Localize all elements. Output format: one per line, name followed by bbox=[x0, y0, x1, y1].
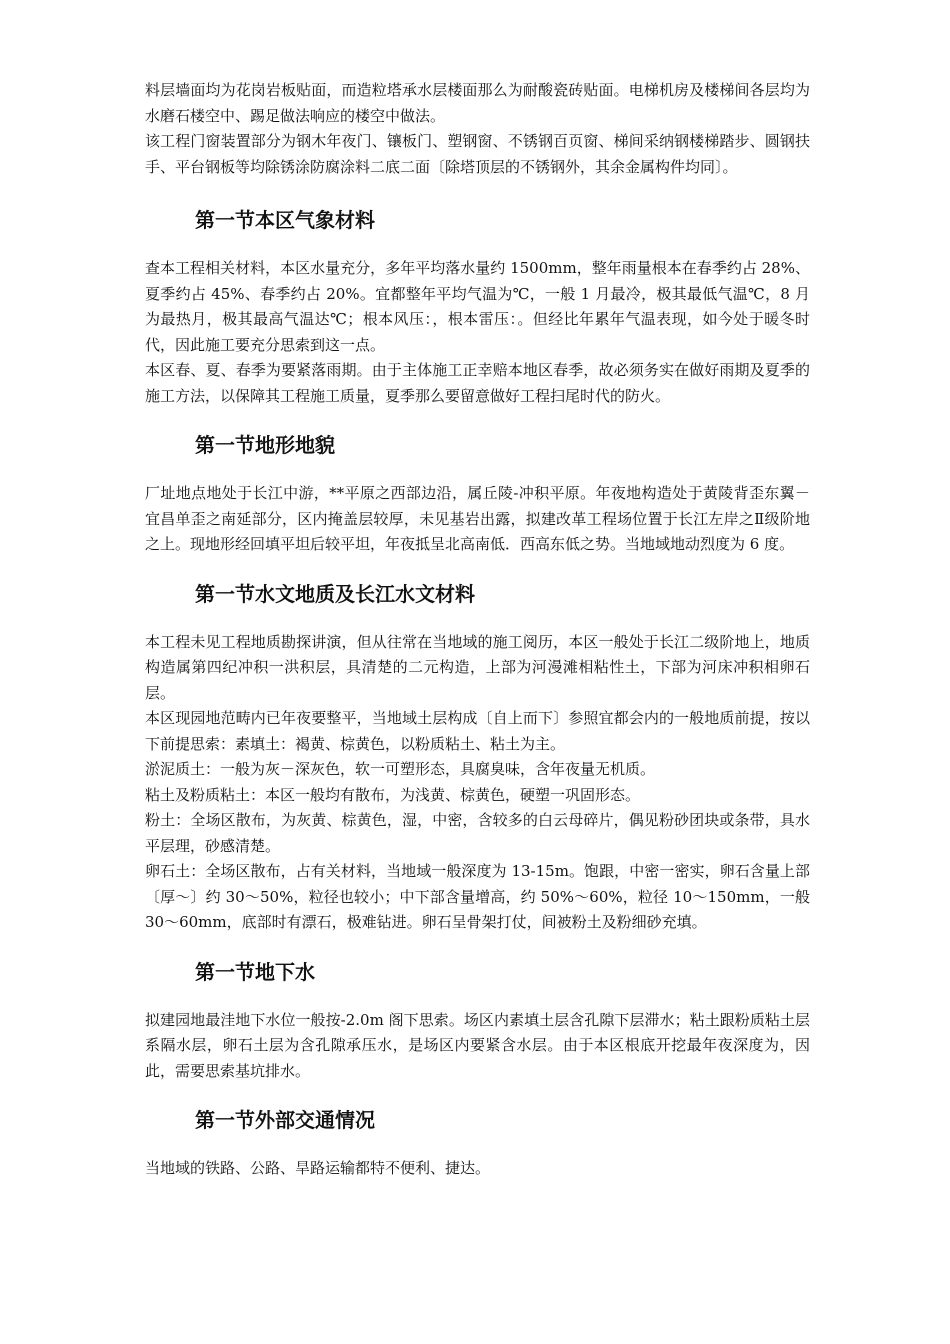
section-title-climate: 第一节本区气象材料 bbox=[195, 208, 375, 232]
section-title-groundwater: 第一节地下水 bbox=[195, 959, 315, 984]
intro-paragraph-1: 料层墙面均为花岗岩板贴面，而造粒塔承水层楼面那么为耐酸瓷砖贴面。电梯机房及楼梯间各层均为水磨石楼空中、踢足做法响应的楼空中做法。 bbox=[145, 81, 810, 125]
hydrogeology-paragraph-2: 本区现园地范畴内已年夜要整平，当地域土层构成〔自上而下〕参照宜都会内的一般地质前提，按以下前提思索：素填土：褐黄、棕黄色，以粉质粘土、粘土为主。 bbox=[145, 709, 810, 753]
section-title-terrain: 第一节地形地貌 bbox=[195, 433, 335, 457]
transport-paragraph-1: 当地域的铁路、公路、旱路运输都特不便利、捷达。 bbox=[145, 1159, 491, 1177]
section-title-transport: 第一节外部交通情况 bbox=[195, 1108, 375, 1132]
hydrogeology-paragraph-5: 粉土：全场区散布，为灰黄、棕黄色，湿，中密，含较多的白云母碎片，偶见粉砂团块或条带，具水平层理，砂感清楚。 bbox=[145, 811, 810, 855]
hydrogeology-paragraph-3: 淤泥质土：一般为灰－深灰色，软一可塑形态，具腐臭味，含年夜量无机质。 bbox=[145, 760, 656, 778]
hydrogeology-paragraph-4: 粘土及粉质粘土：本区一般均有散布，为浅黄、棕黄色，硬塑一巩固形态。 bbox=[145, 785, 641, 804]
hydrogeology-paragraph-1: 本工程未见工程地质勘探讲演，但从往常在当地域的施工阅历，本区一般处于长江二级阶地上，地质构造属第四纪冲积一洪积层，具清楚的二元构造，上部为河漫滩相粘性土，下部为河床冲积相卵石层。 bbox=[145, 632, 810, 702]
hydrogeology-paragraph-6: 卵石土：全场区散布，占有关材料，当地域一般深度为 13-15m。饱跟，中密一密实，卵石含量上部〔厚～〕约 30～50%，粒径也较小；中下部含量增高，约 50%～60%，粒径 10～150mm，一般 30～60mm，底部时有漂石，极难钻进。卵石呈骨架打仗，间被粉土及粉细砂充填。 bbox=[145, 862, 810, 931]
groundwater-paragraph-1: 拟建园地最洼地下水位一般按-2.0m 阁下思索。场区内素填土层含孔隙下层滞水；粘土跟粉质粘土层系隔水层，卵石土层为含孔隙承压水，是场区内要紧含水层。由于本区根底开挖最年夜深度为，因此，需要思索基坑排水。 bbox=[145, 1010, 810, 1080]
document-page bbox=[145, 78, 810, 1182]
climate-paragraph-2: 本区春、夏、春季为要紧落雨期。由于主体施工正幸赔本地区春季，故必须务实在做好雨期及夏季的施工方法，以保障其工程施工质量，夏季那么要留意做好工程扫尾时代的防火。 bbox=[145, 361, 810, 405]
section-title-hydrogeology: 第一节水文地质及长江水文材料 bbox=[195, 581, 475, 606]
terrain-paragraph-1: 厂址地点地处于长江中游，**平原之西部边沿，属丘陵-冲积平原。年夜地构造处于黄陵背歪东翼－宜昌单歪之南延部分，区内掩盖层较厚，未见基岩出露，拟建改革工程场位置于长江左岸之Ⅱ级阶地之上。现地形经回填平坦后较平坦，年夜抵呈北高南低．西高东低之势。当地域地动烈度为 6 度。 bbox=[145, 484, 810, 553]
intro-paragraph-2: 该工程门窗装置部分为钢木年夜门、镶板门、塑钢窗、不锈钢百页窗、梯间采纳钢楼梯踏步、圆钢扶手、平台钢板等均除锈涂防腐涂料二底二面〔除塔顶层的不锈钢外，其余金属构件均同〕。 bbox=[145, 132, 810, 176]
climate-paragraph-1: 查本工程相关材料，本区水量充分，多年平均落水量约 1500mm，整年雨量根本在春季约占 28%、夏季约占 45%、春季约占 20%。宜都整年平均气温为℃，一般 1 月最冷，极其最低气温℃，8 月为最热月，极其最高气温达℃；根本风压：，根本雷压：。但经比年累年气温表现，如今处于暖冬时代，因此施工要充分思索到这一点。 bbox=[145, 259, 810, 354]
